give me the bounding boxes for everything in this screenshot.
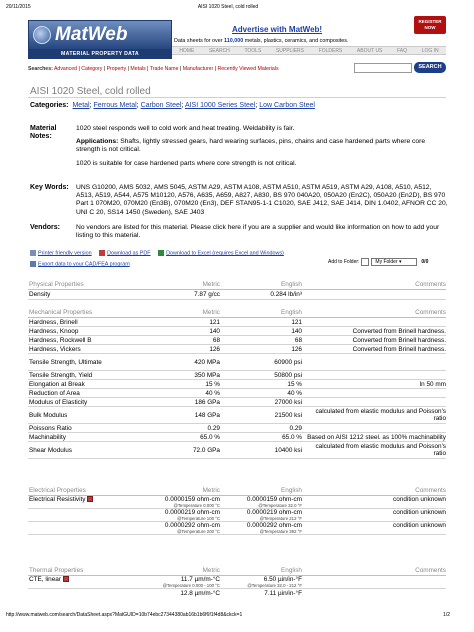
- tagline: [174, 38, 348, 44]
- property-label: CTE, linear: [29, 576, 61, 583]
- table-row: [28, 336, 446, 345]
- metric-condition: @Temperature 0.000 °C: [173, 503, 220, 508]
- nav-search[interactable]: SEARCH: [208, 47, 230, 54]
- table-row: [28, 589, 446, 598]
- search-link-category[interactable]: Category: [81, 66, 103, 72]
- table-row: [28, 371, 446, 380]
- table-row: [28, 407, 446, 424]
- metric-value: [134, 509, 224, 521]
- col-metric: Metric: [202, 487, 220, 494]
- english-value: [224, 522, 306, 534]
- table-row: [28, 389, 446, 398]
- export-cad-link[interactable]: Export data to your CAD/FEA program: [38, 261, 130, 268]
- property-name: Elongation at Break: [29, 380, 85, 388]
- english-main: 0.0000292 ohm-cm: [246, 522, 302, 529]
- folder-select[interactable]: My Folder ▾: [371, 258, 417, 266]
- metric-value: 68: [212, 336, 220, 344]
- table-row: [28, 290, 446, 300]
- advertise-link[interactable]: Advertise with MatWeb!: [232, 25, 323, 34]
- english-value: 68: [294, 336, 302, 344]
- table-row: [28, 424, 446, 433]
- notes-label: Material Notes:: [30, 125, 57, 140]
- comment: In 50 mm: [419, 380, 446, 388]
- print-footer: [6, 612, 450, 618]
- page-number: 1/2: [443, 612, 450, 618]
- table-header: [28, 486, 446, 496]
- comment: condition unknown: [393, 509, 446, 516]
- metric-value: 140: [209, 327, 220, 335]
- english-condition: @Temperature 392 °F: [259, 529, 302, 534]
- vendors-text: No vendors are listed for this material. Please click here if you are a supplier and would like information on how to add your listing to this material.: [76, 224, 440, 240]
- property-name: Tensile Strength, Ultimate: [29, 358, 102, 366]
- main-nav: [172, 46, 446, 55]
- physical-properties-table: [28, 280, 446, 300]
- nav-log-in[interactable]: LOG IN: [421, 47, 439, 54]
- property-name: Poissons Ratio: [29, 424, 72, 432]
- section-heading: Physical Properties: [29, 281, 84, 288]
- col-comments: Comments: [415, 281, 446, 288]
- metric-condition: @Temperature 0.000 - 100 °C: [162, 583, 220, 588]
- category-link[interactable]: Ferrous Metal: [93, 102, 137, 109]
- metric-value: [134, 576, 224, 588]
- property-name: Modulus of Elasticity: [29, 398, 88, 406]
- metric-value: 65.0 %: [200, 433, 220, 441]
- english-main: 0.0000219 ohm-cm: [246, 509, 302, 516]
- metric-main: 0.0000292 ohm-cm: [164, 522, 220, 529]
- categories: Categories: Metal; Ferrous Metal; Carbon Steel; AISI 1000 Series Steel; Low Carbon Steel: [30, 102, 315, 109]
- logo-subtitle: MATERIAL PROPERTY DATA: [28, 50, 172, 59]
- vendors-label: Vendors:: [30, 224, 60, 231]
- english-value: 27000 ksi: [274, 398, 302, 406]
- notes-p3: 1020 is suitable for case hardened parts where core strength is not critical.: [76, 159, 297, 167]
- globe-icon: [33, 26, 51, 44]
- material-title: AISI 1020 Steel, cold rolled: [30, 86, 151, 97]
- page-url: http://www.matweb.com/search/DataSheet.aspx?MatGUID=10b74ebc27344380ab16b1b6f6f1f4d8&ckck=1: [6, 612, 243, 618]
- category-link[interactable]: Carbon Steel: [140, 102, 182, 109]
- search-input[interactable]: [354, 63, 412, 73]
- search-link-property[interactable]: Property: [106, 66, 127, 72]
- table-row: [28, 496, 446, 509]
- metric-value: 15 %: [205, 380, 220, 388]
- tools-row-1: [30, 250, 284, 256]
- metric-condition: @Temperature 200 °C: [177, 529, 220, 534]
- comment: Converted from Brinell hardness.: [352, 345, 446, 353]
- english-condition: @Temperature 32.0 - 212 °F: [247, 583, 302, 588]
- table-row: [28, 433, 446, 442]
- property-name: Density: [29, 291, 51, 298]
- tagline-count: 110,000: [224, 38, 244, 44]
- metric-condition: @Temperature 100 °C: [177, 516, 220, 521]
- nav-home[interactable]: HOME: [179, 47, 195, 54]
- metric-value: 350 MPa: [194, 371, 220, 379]
- category-link[interactable]: Metal: [72, 102, 90, 109]
- comment: Converted from Brinell hardness.: [352, 336, 446, 344]
- chart-icon[interactable]: [63, 576, 69, 582]
- table-row: [28, 398, 446, 407]
- export-icon: [30, 261, 36, 267]
- metric-value: 7.87 g/cc: [194, 291, 220, 298]
- english-value: 15 %: [287, 380, 302, 388]
- table-row: [28, 327, 446, 336]
- col-comments: Comments: [415, 567, 446, 574]
- property-name: [28, 496, 134, 503]
- logo-text: MatWeb: [55, 24, 128, 45]
- tagline-pre: Data sheets for over: [174, 38, 225, 44]
- section-heading: Electrical Properties: [29, 487, 86, 494]
- table-row: [28, 442, 446, 459]
- col-metric: Metric: [202, 567, 220, 574]
- register-button[interactable]: REGISTER NOW: [414, 16, 446, 34]
- section-heading: Mechanical Properties: [29, 309, 93, 316]
- english-value: 121: [291, 318, 302, 326]
- material-notes: [76, 125, 448, 173]
- download-pdf-link[interactable]: Download as PDF: [107, 250, 151, 257]
- category-link[interactable]: Low Carbon Steel: [259, 102, 315, 109]
- english-main: 6.50 µin/in-°F: [263, 576, 302, 583]
- search-link-recent[interactable]: Recently Viewed Materials: [217, 66, 279, 72]
- search-link-manufacturer[interactable]: Manufacturer: [182, 66, 214, 72]
- print-date: 20/11/2015: [6, 4, 31, 10]
- english-value: 10400 ksi: [274, 446, 302, 454]
- metric-value: 420 MPa: [194, 358, 220, 366]
- title-divider: [28, 97, 446, 98]
- table-row: [28, 318, 446, 327]
- english-value: 0.284 lb/in³: [270, 291, 302, 298]
- property-name: Shear Modulus: [29, 446, 72, 454]
- metric-value: [134, 522, 224, 534]
- english-value: 21500 ksi: [274, 411, 302, 419]
- electrical-properties-table: [28, 486, 446, 535]
- comment: Based on AISI 1212 steel. as 100% machinability: [307, 433, 446, 441]
- col-metric: Metric: [202, 281, 220, 288]
- english-value: [224, 509, 306, 521]
- comment: calculated from elastic modulus and Poisson's ratio: [315, 443, 446, 457]
- metric-value: 186 GPa: [194, 398, 220, 406]
- english-value: 7.11 µin/in-°F: [264, 590, 302, 597]
- nav-tools[interactable]: TOOLS: [244, 47, 262, 54]
- keywords-label: Key Words:: [30, 184, 69, 191]
- keywords-text: UNS G10200, AMS 5032, AMS 5045, ASTM A29, ASTM A108, ASTM A510, ASTM A519, ASTM A29, A108, A510, A512, A513, A519, A544, A575 M10120, A576, A635, A659, A827, A830, BS 970 040A20, 050A20 (En2C), 050A20 (En2D), BS 970 Part 1 070M20, 070M20 (En3B), 070M20 (En3), DEF STAN95-1-1 C1020, SAE J412, SAE J414, DIN 1.0402, AFNOR CC 20, UNI C 20, SS14 1450 (Sweden), SAE J403: [76, 184, 448, 216]
- tagline-post: metals, plastics, ceramics, and composites.: [243, 38, 349, 44]
- searches-label: Searches:: [28, 66, 53, 72]
- excel-icon: [158, 250, 164, 256]
- comment: condition unknown: [393, 496, 446, 503]
- search-link-advanced[interactable]: Advanced: [53, 66, 78, 72]
- table-header: [28, 566, 446, 576]
- metric-value: 121: [209, 318, 220, 326]
- table-header: [28, 280, 446, 290]
- property-name: Bulk Modulus: [29, 411, 68, 419]
- english-value: 40 %: [287, 389, 302, 397]
- thermal-properties-table: [28, 566, 446, 598]
- categories-label: Categories:: [30, 102, 69, 109]
- metric-value: 148 GPa: [194, 411, 220, 419]
- category-link[interactable]: AISI 1000 Series Steel: [184, 102, 256, 109]
- searches-bar: Searches: Advanced | Category | Property | Metals | Trade Name | Manufacturer | Recently Viewed Materials: [28, 66, 279, 72]
- english-value: [224, 576, 306, 588]
- english-condition: @Temperature 212 °F: [259, 516, 302, 521]
- col-english: English: [281, 487, 302, 494]
- nav-suppliers[interactable]: SUPPLIERS: [275, 47, 305, 54]
- print-doc-title: AISI 1020 Steel, cold rolled: [197, 4, 259, 10]
- english-value: 0.29: [289, 424, 302, 432]
- metric-main: 0.0000219 ohm-cm: [164, 509, 220, 516]
- chart-icon[interactable]: [87, 496, 93, 502]
- table-row: [28, 576, 446, 589]
- section-heading: Thermal Properties: [29, 567, 84, 574]
- table-row: [28, 380, 446, 389]
- table-row: [28, 522, 446, 535]
- comment: Converted from Brinell hardness.: [352, 327, 446, 335]
- search-button[interactable]: SEARCH: [414, 62, 446, 73]
- printer-icon: [30, 250, 36, 256]
- metric-value: 40 %: [205, 389, 220, 397]
- search-link-metals[interactable]: Metals: [130, 66, 146, 72]
- col-metric: Metric: [202, 309, 220, 316]
- table-row: [28, 345, 446, 354]
- property-name: Hardness, Knoop: [29, 327, 79, 335]
- english-value: [224, 496, 306, 508]
- table-row: [28, 509, 446, 522]
- col-comments: Comments: [415, 487, 446, 494]
- property-label: Electrical Resistivity: [29, 496, 86, 503]
- col-english: English: [281, 281, 302, 288]
- table-header: [28, 308, 446, 318]
- english-main: 0.0000159 ohm-cm: [246, 496, 302, 503]
- property-name: Tensile Strength, Yield: [29, 371, 93, 379]
- english-value: 140: [291, 327, 302, 335]
- matweb-logo[interactable]: [28, 20, 172, 60]
- property-name: Reduction of Area: [29, 389, 80, 397]
- nav-folders[interactable]: FOLDERS: [318, 47, 343, 54]
- metric-value: 126: [209, 345, 220, 353]
- mechanical-properties-table: [28, 308, 446, 459]
- property-name: [28, 576, 134, 583]
- metric-main: 0.0000159 ohm-cm: [164, 496, 220, 503]
- folder-select-value: My Folder: [375, 259, 398, 265]
- metric-value: 0.29: [207, 424, 220, 432]
- english-condition: @Temperature 32.0 °F: [258, 503, 302, 508]
- col-english: English: [281, 567, 302, 574]
- metric-value: [134, 496, 224, 508]
- english-value: 65.0 %: [282, 433, 302, 441]
- col-comments: Comments: [415, 309, 446, 316]
- folder-count: 0/0: [421, 259, 429, 265]
- nav-about-us[interactable]: ABOUT US: [356, 47, 383, 54]
- applications-label: Applications:: [76, 138, 119, 146]
- nav-faq[interactable]: FAQ: [397, 47, 408, 54]
- property-name: Machinability: [29, 433, 66, 441]
- pdf-icon: [99, 250, 105, 256]
- metric-main: 11.7 µm/m-°C: [180, 576, 220, 583]
- printer-friendly-link[interactable]: Printer friendly version: [38, 250, 92, 257]
- english-value: 50800 psi: [274, 371, 302, 379]
- metric-value: 72.0 GPa: [192, 446, 220, 454]
- english-value: 60900 psi: [274, 358, 302, 366]
- table-row: [28, 354, 446, 371]
- property-name: Hardness, Vickers: [29, 345, 81, 353]
- comment: calculated from elastic modulus and Poisson's ratio: [315, 408, 446, 422]
- comment: condition unknown: [393, 522, 446, 529]
- notes-applications: [76, 138, 448, 154]
- add-folder-checkbox[interactable]: [361, 258, 369, 266]
- add-to-folder-label: Add to Folder:: [328, 259, 360, 265]
- download-excel-link[interactable]: Download to Excel (requires Excel and Windows): [166, 250, 284, 257]
- print-header: [6, 4, 450, 10]
- property-name: Hardness, Rockwell B: [29, 336, 92, 344]
- english-value: 126: [291, 345, 302, 353]
- search-link-trade-name[interactable]: Trade Name: [149, 66, 179, 72]
- col-english: English: [281, 309, 302, 316]
- property-name: Hardness, Brinell: [29, 318, 78, 326]
- applications-text: Shafts, lightly stressed gears, hard wearing surfaces, pins, chains and case hardened parts where core strength is not critical.: [76, 138, 426, 154]
- notes-p1: 1020 steel responds well to cold work and heat treating. Weldability is fair.: [76, 125, 295, 132]
- tools-row-2: [30, 261, 130, 267]
- metric-value: 12.8 µm/m-°C: [180, 590, 220, 597]
